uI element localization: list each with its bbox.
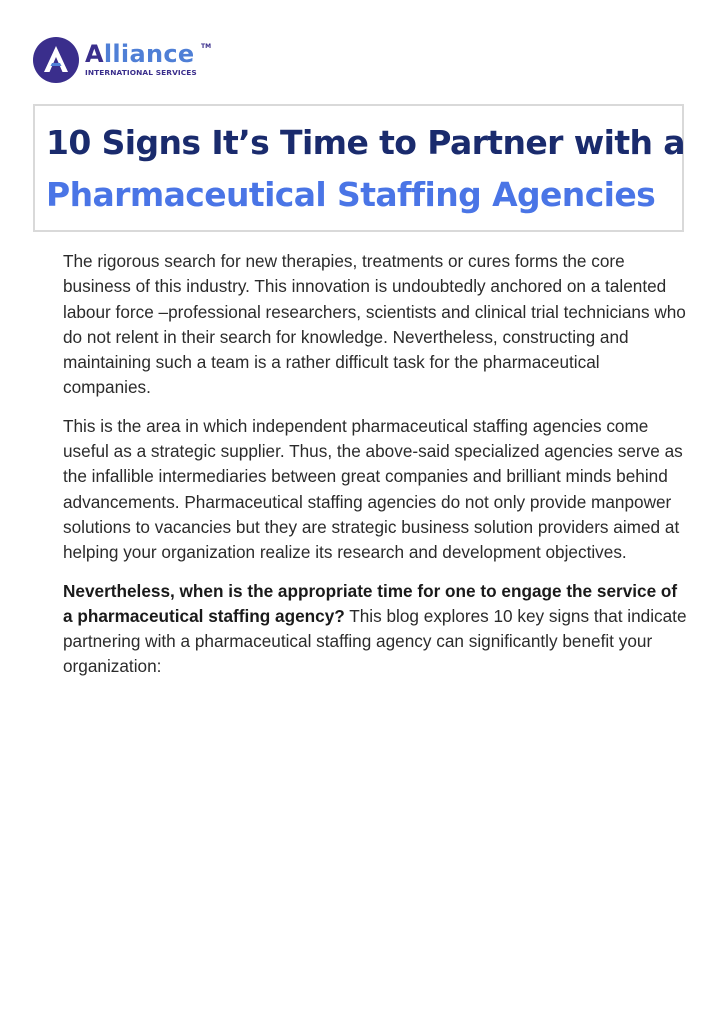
paragraph-intro: The rigorous search for new therapies, treatments or cures forms the core business of this industry. This innovation is undoubtedly anchored on a talented labour force –professional researchers, scientists and clinical trial technicians who do not relent in their search for knowledge. Nevertheless, constructing and maintaining such a team is a rather difficult task for the pharmaceutical companies. <box>63 251 686 398</box>
title-box <box>33 104 684 232</box>
logo-subtitle: INTERNATIONAL SERVICES <box>85 68 197 77</box>
paragraph-agencies: This is the area in which independent pharmaceutical staffing agencies come useful as a strategic supplier. Thus, the above-said specialized agencies serve as the infallible intermediaries between great companies and brilliant minds behind advancements. Pharmaceutical staffing agencies do not only provide manpower solutions to vacancies but they are strategic business solution providers aimed at helping your organization realize its research and development objectives. <box>63 415 683 563</box>
article-body <box>63 249 689 693</box>
page-title-line2: Pharmaceutical Staffing Agencies <box>46 175 656 214</box>
logo-wordmark-rest: lliance <box>103 40 195 68</box>
paragraph-question-rest: This blog explores 10 key signs that indicate partnering with a pharmaceutical staffing agency can significantly benefit your organization: <box>63 605 687 677</box>
logo-wordmark-initial: A <box>85 40 104 68</box>
logo-wordmark <box>85 40 194 68</box>
page-title-line1: 10 Signs It’s Time to Partner with a <box>46 123 685 162</box>
company-logo <box>33 37 223 85</box>
logo-trademark: TM <box>201 43 212 50</box>
paragraph-question-bold: Nevertheless, when is the appropriate time for one to engage the service of a pharmaceutical staffing agency? <box>63 580 678 626</box>
paragraph-question <box>63 579 689 680</box>
alliance-logo-icon <box>33 37 79 83</box>
